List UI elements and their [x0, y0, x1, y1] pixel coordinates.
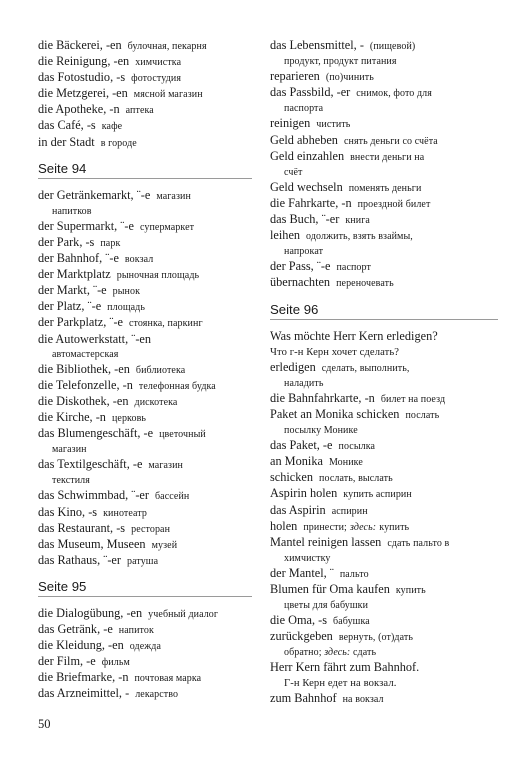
vocab-entry [270, 486, 498, 502]
german-term: der Getränkemarkt, ¨-e [38, 187, 151, 202]
vocab-entry [270, 259, 498, 275]
russian-translation: билет на поезд [380, 393, 446, 405]
vocab-entry [270, 519, 498, 535]
russian-translation-cont: напитков [52, 205, 92, 217]
section-heading-seite-96: Seite 96 [270, 302, 498, 320]
german-term: das Paket, -e [270, 438, 333, 453]
german-term: das Café, -s [38, 118, 96, 133]
vocab-entry [38, 410, 252, 426]
german-phrase: Herr Kern fährt zum Bahnhof. [270, 660, 420, 675]
german-term: die Fahrkarte, -n [270, 195, 352, 210]
vocab-entry [38, 553, 252, 569]
vocab-entry [38, 219, 252, 235]
russian-translation: напиток [118, 625, 154, 636]
german-term: die Kirche, -n [38, 409, 106, 424]
vocab-entry [38, 251, 252, 267]
russian-translation: паспорт [336, 262, 371, 274]
russian-translation: снять деньги со счёта [343, 135, 438, 147]
russian-translation: поменять деньги [348, 182, 422, 194]
vocab-entry [270, 566, 498, 582]
german-term: das Restaurant, -s [38, 520, 126, 535]
german-term: das Textilgeschäft, -e [38, 457, 143, 472]
german-term: das Schwimmbad, ¨-er [38, 488, 149, 503]
russian-translation-cont: Г-н Керн едет на вокзал. [284, 677, 397, 689]
vocab-entry [38, 267, 252, 283]
german-term: holen [270, 518, 298, 533]
vocab-entry [270, 69, 498, 85]
vocab-entry [38, 235, 252, 251]
vocab-entry [270, 329, 498, 344]
russian-translation: телефонная будка [138, 380, 216, 392]
german-term: die Oma, -s [270, 613, 328, 628]
german-term: die Apotheke, -n [38, 102, 120, 117]
russian-translation-after: купить [379, 521, 410, 533]
russian-translation: лекарство [135, 689, 179, 701]
left-block-2 [38, 606, 252, 703]
vocab-entry [38, 488, 252, 504]
russian-translation: рынок [112, 286, 141, 298]
vocab-entry [38, 362, 252, 378]
vocab-entry [270, 613, 498, 629]
german-term: der Pass, ¨-e [270, 259, 331, 274]
german-term: der Park, -s [38, 234, 95, 249]
russian-translation: в городе [100, 137, 137, 149]
german-term: das Arzneimittel, - [38, 686, 130, 701]
vocab-entry [38, 299, 252, 315]
russian-translation: вокзал [124, 254, 154, 266]
russian-translation-cont: посылку Монике [284, 425, 358, 437]
russian-translation: снимок, фото для [356, 88, 432, 100]
russian-translation: сделать, выполнить, [321, 362, 410, 374]
russian-translation-cont: магазин [52, 444, 87, 456]
russian-translation: супермаркет [139, 221, 195, 233]
german-term: der Film, -e [38, 654, 96, 669]
vocab-entry [270, 438, 498, 454]
german-term: reinigen [270, 116, 311, 131]
vocab-entry [270, 196, 498, 212]
russian-translation-cont: химчистку [284, 552, 331, 564]
russian-translation: площадь [107, 302, 146, 314]
russian-translation: библиотека [135, 364, 186, 376]
german-term: übernachten [270, 275, 331, 290]
russian-translation: переночевать [336, 278, 394, 290]
russian-translation-cont: текстиля [52, 475, 90, 487]
german-term: Geld einzahlen [270, 148, 345, 163]
vocab-entry [38, 283, 252, 299]
vocab-entry [270, 228, 498, 259]
german-term: zum Bahnhof [270, 690, 337, 705]
russian-usage-note: здесь: [324, 647, 351, 659]
russian-translation: почтовая марка [134, 673, 202, 685]
vocab-entry [38, 505, 252, 521]
russian-translation: дискотека [134, 396, 178, 408]
german-term: die Bahnfahrkarte, -n [270, 390, 375, 405]
russian-translation: ресторан [131, 523, 171, 535]
german-term: Geld abheben [270, 132, 338, 147]
vocab-entry [38, 537, 252, 553]
german-term: die Autowerkstatt, ¨-en [38, 331, 152, 346]
vocab-entry [270, 85, 498, 116]
german-term: die Diskothek, -en [38, 393, 129, 408]
russian-translation: одолжить, взять взаймы, [306, 231, 413, 243]
russian-translation: чистить [316, 119, 351, 131]
vocab-entry [38, 38, 252, 54]
section-heading-seite-95: Seite 95 [38, 579, 252, 597]
left-block-1 [38, 188, 252, 569]
vocab-entry [38, 188, 252, 219]
vocab-entry [38, 638, 252, 654]
russian-translation: мясной магазин [133, 89, 203, 101]
vocab-entry [38, 426, 252, 457]
vocab-entry [270, 503, 498, 519]
russian-translation: проездной билет [357, 198, 431, 210]
russian-translation: магазин [156, 190, 191, 202]
russian-translation: на вокзал [342, 693, 384, 705]
russian-translation: парк [100, 237, 121, 249]
russian-translation-after: сдать [352, 647, 377, 659]
russian-translation: одежда [129, 641, 161, 653]
russian-translation: церковь [111, 412, 147, 424]
russian-translation: рыночная площадь [116, 270, 200, 282]
russian-translation-cont: цветы для бабушки [284, 600, 369, 612]
german-term: die Kleidung, -en [38, 638, 124, 653]
vocab-entry [38, 332, 252, 362]
german-term: der Markt, ¨-e [38, 283, 107, 298]
german-term: der Bahnhof, ¨-e [38, 251, 119, 266]
left-block-0 [38, 38, 252, 151]
russian-translation: фотостудия [131, 73, 182, 85]
german-term: die Reinigung, -en [38, 54, 130, 69]
russian-translation: музей [151, 539, 178, 551]
german-term: der Platz, ¨-e [38, 299, 102, 314]
russian-translation: фильм [101, 657, 130, 669]
german-term: das Fotostudio, -s [38, 70, 126, 85]
german-term: an Monika [270, 454, 323, 469]
russian-translation: пальто [339, 568, 369, 580]
russian-translation-cont: наладить [284, 377, 324, 389]
german-term: in der Stadt [38, 134, 95, 149]
german-term: schicken [270, 470, 314, 485]
vocab-entry [270, 116, 498, 132]
russian-translation: послать, выслать [319, 473, 393, 485]
russian-translation: купить аспирин [343, 489, 412, 501]
vocab-entry [38, 118, 252, 134]
vocab-entry [270, 38, 498, 69]
german-term: die Briefmarke, -n [38, 670, 129, 685]
russian-translation: аптека [125, 105, 154, 117]
vocab-entry [270, 407, 498, 438]
german-term: Paket an Monika schicken [270, 406, 400, 421]
vocab-entry [270, 470, 498, 486]
german-term: der Marktplatz [38, 267, 111, 282]
russian-translation: принести; [303, 521, 347, 533]
russian-translation: бассейн [154, 491, 190, 503]
vocab-entry [38, 670, 252, 686]
german-term: das Aspirin [270, 502, 326, 517]
russian-translation-cont: счёт [284, 166, 303, 178]
section-heading-seite-94: Seite 94 [38, 161, 252, 179]
german-term: reparieren [270, 69, 320, 84]
page-number: 50 [38, 717, 51, 731]
russian-translation-cont: напрокат [284, 246, 324, 258]
german-term: der Mantel, ¨ [270, 565, 334, 580]
vocab-entry [38, 654, 252, 670]
russian-translation: Монике [328, 457, 363, 469]
vocab-entry [38, 457, 252, 488]
vocab-entry [270, 535, 498, 566]
german-term: das Blumengeschäft, -e [38, 426, 154, 441]
russian-translation-cont: автомастерская [52, 348, 119, 360]
vocab-entry [270, 344, 498, 360]
german-term: zurückgeben [270, 629, 333, 644]
russian-translation: химчистка [135, 57, 182, 69]
russian-translation-cont [284, 645, 498, 660]
german-term: Geld wechseln [270, 179, 343, 194]
russian-translation: учебный диалог [148, 608, 219, 620]
german-term: leihen [270, 228, 301, 243]
right-block-1 [270, 329, 498, 707]
vocab-entry [270, 212, 498, 228]
russian-translation: кинотеатр [103, 507, 148, 519]
german-term: das Buch, ¨-er [270, 212, 340, 227]
russian-translation: внести деньги на [350, 151, 425, 163]
german-term: das Kino, -s [38, 504, 98, 519]
vocab-entry [270, 149, 498, 180]
russian-translation: аспирин [331, 505, 368, 517]
vocab-entry [38, 102, 252, 118]
russian-translation: цветочный [159, 429, 206, 441]
german-term: die Dialogübung, -en [38, 605, 143, 620]
russian-translation: булочная, пекарня [127, 41, 207, 52]
right-block-0 [270, 38, 498, 292]
vocab-entry [38, 606, 252, 622]
vocab-entry [38, 135, 252, 151]
vocab-entry [38, 70, 252, 86]
vocab-entry [270, 275, 498, 291]
vocab-entry [38, 315, 252, 331]
german-term: Mantel reinigen lassen [270, 534, 382, 549]
russian-translation: вернуть, (от)дать [338, 632, 414, 644]
vocab-entry [38, 394, 252, 410]
vocab-entry [270, 582, 498, 613]
russian-translation: сдать пальто в [387, 537, 450, 549]
left-column [38, 38, 252, 702]
russian-translation-prefix: обратно; [284, 647, 322, 659]
german-term: erledigen [270, 359, 316, 374]
russian-translation: купить [395, 585, 426, 596]
vocab-entry [270, 454, 498, 470]
right-column [270, 38, 498, 707]
russian-usage-note: здесь: [350, 521, 377, 533]
vocab-entry [270, 660, 498, 690]
vocab-entry [270, 180, 498, 196]
german-term: die Telefonzelle, -n [38, 377, 133, 392]
russian-translation: послать [405, 409, 440, 421]
german-phrase: Was möchte Herr Kern erledigen? [270, 328, 438, 343]
vocab-entry [38, 378, 252, 394]
german-term: der Supermarkt, ¨-e [38, 218, 134, 233]
german-term: das Lebensmittel, - [270, 38, 364, 52]
vocab-entry [38, 521, 252, 537]
vocab-entry [38, 54, 252, 70]
russian-translation: кафе [101, 121, 123, 133]
vocab-entry [38, 686, 252, 702]
vocab-entry [270, 691, 498, 707]
german-term: die Bibliothek, -en [38, 361, 130, 376]
german-term: die Bäckerei, -en [38, 38, 122, 52]
russian-translation-cont: продукт, продукт питания [284, 56, 397, 68]
german-term: das Passbild, -er [270, 85, 351, 100]
german-term: Aspirin holen [270, 486, 338, 501]
vocab-entry [38, 86, 252, 102]
russian-translation: (пищевой) [369, 41, 416, 52]
russian-translation: бабушка [333, 616, 370, 628]
vocab-entry [270, 360, 498, 391]
vocab-entry [270, 391, 498, 407]
russian-translation: магазин [148, 460, 184, 472]
german-term: das Getränk, -e [38, 622, 113, 636]
german-term: die Metzgerei, -en [38, 86, 128, 101]
russian-translation: ратуша [126, 555, 159, 567]
russian-translation: (по)чинить [325, 72, 374, 84]
german-term: der Parkplatz, ¨-e [38, 315, 124, 330]
german-term: Blumen für Oma kaufen [270, 582, 390, 596]
vocab-entry [38, 622, 252, 638]
german-term: das Museum, Museen [38, 536, 146, 551]
russian-translation: Что г-н Керн хочет сделать? [270, 346, 400, 358]
russian-translation: посылка [338, 441, 376, 453]
german-term: das Rathaus, ¨-er [38, 552, 121, 567]
vocab-entry [270, 133, 498, 149]
russian-translation: стоянка, паркинг [129, 318, 203, 330]
vocab-entry [270, 629, 498, 660]
russian-translation: книга [345, 215, 370, 227]
russian-translation-cont: паспорта [284, 103, 324, 115]
